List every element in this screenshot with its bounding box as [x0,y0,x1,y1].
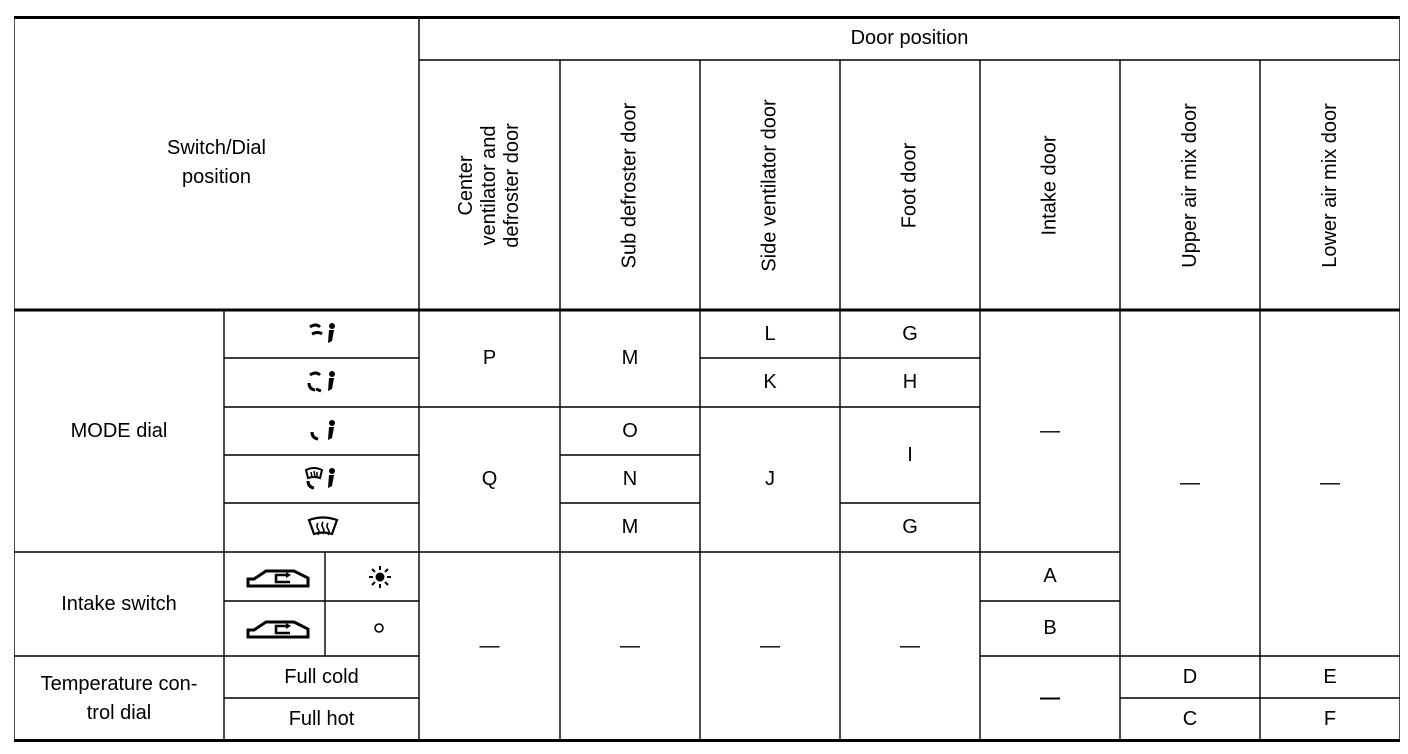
table-cell: Q [481,468,498,490]
table-cell: — [900,634,920,657]
table-cell: O [622,419,638,442]
table-cell: A [1043,565,1057,587]
door-position-table [14,16,1400,742]
table-cell: M [621,347,639,369]
defrost-mode-icon [306,516,340,540]
header-lower-air-mix-door: Lower air mix door [1318,102,1341,268]
table-cell: — [1040,686,1060,709]
header-side-ventilator-door: Side ventilator door [758,98,781,272]
intake-switch-label: Intake switch [61,592,177,615]
table-cell: J [765,468,775,490]
table-cell: K [763,371,777,393]
fresh-air-car-icon [246,566,310,590]
table-cell: B [1043,617,1057,639]
foot-defrost-mode-icon [304,466,340,492]
circle-indicator-icon [372,621,386,635]
header-center-ventilator-defroster-door: Center ventilator and defroster door [455,122,523,248]
table-cell: P [482,347,497,369]
foot-mode-icon [306,418,340,444]
table-cell: — [479,634,500,657]
table-cell: M [621,516,639,538]
table-cell: H [902,371,918,393]
table-cell: — [1040,419,1060,442]
table-cell: G [902,322,918,345]
switch-dial-position-header: Switch/Dial position [167,137,266,188]
header-foot-door: Foot door [898,142,921,228]
table-cell: I [907,443,913,466]
table-cell: F [1323,707,1337,730]
table-cell: — [1180,471,1200,494]
table-cell: D [1182,665,1198,688]
table-cell: — [620,634,640,657]
full-cold-row-label: Full cold [284,665,359,688]
table-cell: N [622,467,638,490]
table-cell: G [902,516,918,538]
table-cell: E [1323,665,1337,688]
vent-mode-icon [306,321,340,347]
header-sub-defroster-door: Sub defroster door [618,102,641,268]
recirculation-car-icon [246,617,310,641]
table-cell: L [764,322,776,345]
mode-dial-label: MODE dial [70,419,168,442]
bi-level-mode-icon [306,369,340,395]
full-hot-row-label: Full hot [288,707,355,730]
table-cell: — [760,634,780,657]
table-cell: C [1182,707,1198,730]
table-cell: — [1320,471,1340,494]
header-intake-door: Intake door [1038,134,1061,236]
door-position-header: Door position [850,26,969,49]
header-upper-air-mix-door: Upper air mix door [1178,102,1201,268]
sun-icon [368,565,392,589]
temperature-control-dial-label: Temperature con- trol dial [40,673,198,724]
